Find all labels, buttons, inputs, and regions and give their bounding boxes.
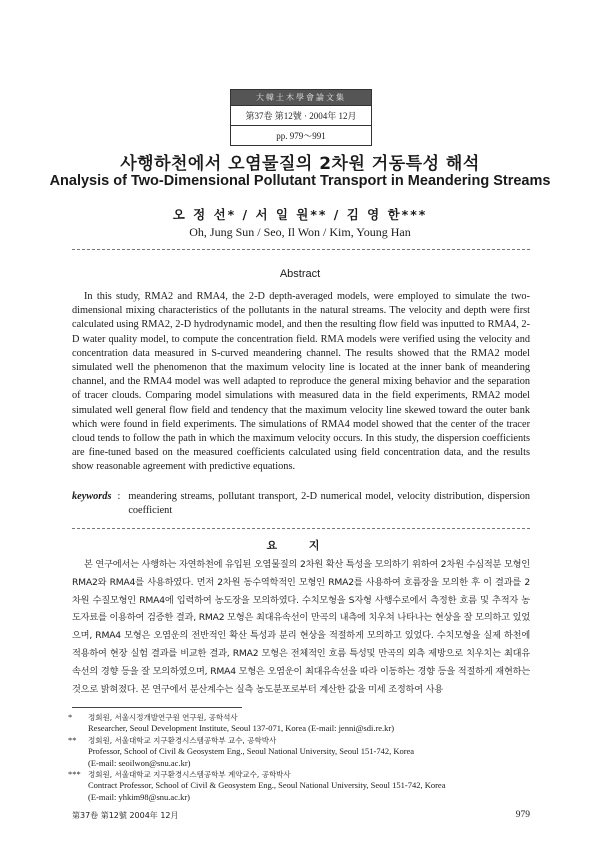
keywords-text: meandering streams, pollutant transport, 2-D numerical model, velocity distribution, dispersion coefficient: [128, 491, 530, 516]
abstract-heading: Abstract: [279, 268, 321, 280]
footnote-english: Researcher, Seoul Development Institute, Seoul 137-071, Korea (E-mail: jenni@sdi.re.kr): [88, 723, 395, 734]
divider-top: [72, 249, 530, 250]
journal-name: 大韓土木學會論文集: [231, 90, 371, 106]
journal-pages: pp. 979～991: [276, 131, 326, 141]
footnote-korean: 정회원, 서울대학교 지구환경시스템공학부 계약교수, 공학박사: [88, 770, 291, 780]
summary-heading: 요 지: [266, 539, 334, 552]
footnote-email: (E-mail: seoilwon@snu.ac.kr): [88, 757, 191, 768]
footnote-email: (E-mail: yhkim98@snu.ac.kr): [88, 791, 191, 802]
divider-middle: [72, 528, 530, 529]
footnotes: [68, 712, 538, 803]
footer-journal-issue: 第37卷 第12號 2004年 12月: [72, 811, 179, 820]
footnote-english: Contract Professor, School of Civil & Geosystem Eng., Seoul National University, Seoul 151-742, Korea: [88, 780, 446, 791]
title-korean: 사행하천에서 오염물질의 2차원 거동특성 해석: [120, 154, 480, 174]
footnote-english: Professor, School of Civil & Geosystem Eng., Seoul National University, Seoul 151-742, Korea: [88, 746, 415, 757]
journal-volume: 第37卷 第12號 · 2004年 12月: [231, 106, 371, 126]
summary-text: 본 연구에서는 사행하는 자연하천에 유입된 오염물질의 2차원 확산 특성을 모의하기 위하여 2차원 수심적분 모형인 RMA2와 RMA4를 사용하였다. 먼저 2차원 동수역학적인 모형인 RMA2를 사용하여 흐름장을 모의한 후 이 결과를 2차원 수질모형인 RMA4에 입력하여 농도장을 모의하였다. 수치모형을 S자형 사행수로에서 측정한 흐름 및 추적자 농도자료를 이용하여 검증한 결과, RMA2 모형은 최대유속선이 만곡의 내측에 치우쳐 나타나는 현상을 잘 모의하고 있었으며, RMA4 모형은 오염운의 전반적인 확산 특성과 분리 현상을 적절하게 모의하고 있었다. 수치모형을 실제 하천에 적용하여 현장 실험 결과를 비교한 결과, RMA2 모형은 전체적인 흐름 특성및 만곡의 외측 제방으로 치우치는 최대유속선의 경향 등을 잘 모의하였으며, RMA4 모형은 오염운이 최대유속선을 따라 이동하는 경향 등을 적절하게 재현하는 것으로 밝혀졌다. 본 연구에서 분산계수는 실측 농도분포로부터 계산한 값을 미세 조정하여 사용: [72, 559, 530, 695]
keywords-colon: :: [117, 491, 121, 502]
title-english: Analysis of Two-Dimensional Pollutant Transport in Meandering Streams: [49, 173, 551, 189]
page-number: 979: [515, 810, 530, 820]
footnote-mark: ***: [68, 769, 81, 780]
footnote-korean: 정회원, 서울시정개발연구원 연구원, 공학석사: [88, 713, 238, 722]
footnote-mark: *: [68, 712, 73, 722]
footnote-3: [68, 769, 538, 803]
footnote-2: [68, 735, 538, 769]
keywords-label: keywords: [72, 491, 112, 502]
journal-info-box: [230, 89, 372, 146]
abstract-text: In this study, RMA2 and RMA4, the 2-D depth-averaged models, were employed to simulate the two-dimensional mixing characteristics of the pollutants in the natural streams. The velocity and depth were first calculated using RMA2, 2-D hydrodynamic model, and then the resulting flow field was inputted to RMA4, 2-D water quality model, to compute the concentration field. RMA models were verified using the velocity and concentration data measured in S-curved meandering channel. The results showed that the RMA2 model simulated well the phenomenon that the maximum velocity line is located at the inner bank of meandering channel, and the RMA4 model was well adapted to reproduce the general mixing behavior and the separation of tracer clouds. Comparing model simulations with measured data in the field experiments, RMA2 model simulated well general flow field and tendency that the maximum velocity line skewed toward the outer bank which were found in field experiments. The simulations of RMA4 model showed that the center of the tracer cloud tends to follow the path in which the maximum velocity occurs. In this study, the dispersion coefficients are fine-tuned based on the measured coefficients calculated using field concentration data, and the results show reasonable agreement with predictive equations.: [72, 291, 530, 473]
keywords-block: [72, 490, 530, 518]
footnote-1: [68, 712, 538, 735]
authors-korean: 오 정 선* / 서 일 원** / 김 영 한***: [172, 207, 428, 222]
footnote-korean: 정회원, 서울대학교 지구환경시스템공학부 교수, 공학박사: [88, 735, 277, 745]
footnote-mark: **: [68, 734, 77, 745]
footnote-rule: [72, 707, 242, 708]
authors-english: Oh, Jung Sun / Seo, Il Won / Kim, Young Han: [189, 225, 411, 239]
